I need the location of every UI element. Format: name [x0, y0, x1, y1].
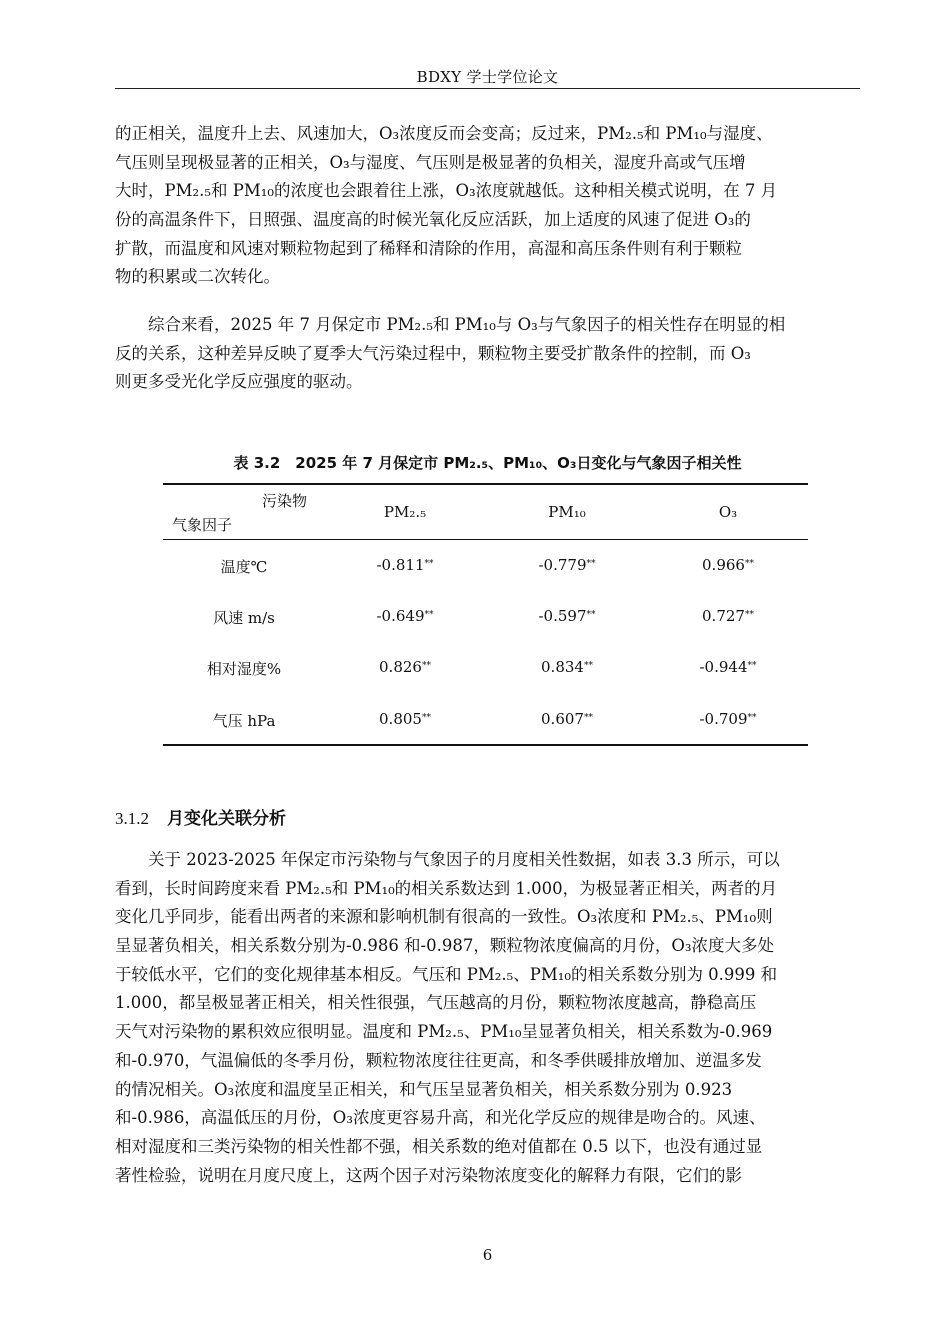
table-cell: [517, 710, 617, 728]
cell-value: 0.607: [541, 710, 584, 728]
table-corner-bottom: 气象因子: [172, 516, 233, 534]
table-cell: [678, 556, 778, 574]
significance-mark: **: [424, 609, 434, 620]
table-bottom-rule: [163, 744, 808, 746]
significance-mark: **: [586, 609, 596, 620]
table-row-label: 相对湿度%: [206, 660, 282, 678]
text-line: 变化几乎同步，能看出两者的来源和影响机制有很高的一致性。O₃浓度和 PM₂.₅、PM₁₀则: [115, 907, 773, 927]
significance-mark: **: [586, 558, 596, 569]
significance-mark: **: [747, 660, 757, 671]
significance-mark: **: [747, 712, 757, 723]
text-line: 物的积累或二次转化。: [115, 267, 280, 287]
significance-mark: **: [424, 558, 434, 569]
cell-value: -0.779: [538, 556, 587, 574]
text-line: 气压则呈现极显著的正相关，O₃与湿度、气压则是极显著的负相关，湿度升高或气压增: [115, 152, 746, 172]
cell-value: -0.597: [538, 607, 587, 625]
text-line: 天气对污染物的累积效应很明显。温度和 PM₂.₅、PM₁₀呈显著负相关，相关系数为-0.969: [115, 1022, 773, 1042]
table-row-label: 气压 hPa: [212, 712, 276, 730]
table-top-rule: [163, 483, 808, 485]
significance-mark: **: [583, 712, 593, 723]
table-cell: [355, 710, 455, 728]
paragraph-monthly-analysis: [115, 846, 860, 1190]
table-cell: [678, 710, 778, 728]
table-cell: [355, 658, 455, 676]
section-title: 月变化关联分析: [167, 809, 286, 829]
cell-value: 0.805: [379, 710, 422, 728]
cell-value: 0.966: [702, 556, 745, 574]
cell-value: -0.709: [699, 710, 748, 728]
table-row-label: 温度℃: [220, 558, 268, 576]
text-line: 份的高温条件下，日照强、温度高的时候光氧化反应活跃，加上适度的风速了促进 O₃的: [115, 210, 751, 230]
cell-value: -0.944: [699, 658, 748, 676]
table-caption: 表 3.2 2025 年 7 月保定市 PM₂.₅、PM₁₀、O₃日变化与气象因子相关性: [233, 454, 742, 472]
running-header: BDXY 学士学位论文: [416, 68, 559, 86]
text-line: 看到，长时间跨度来看 PM₂.₅和 PM₁₀的相关系数达到 1.000，为极显著正相关，两者的月: [115, 878, 778, 898]
table-cell: [517, 607, 617, 625]
text-line: 相对湿度和三类污染物的相关性都不强，相关系数的绝对值都在 0.5 以下，也没有通过显: [115, 1136, 763, 1156]
text-line: 1.000，都呈极显著正相关，相关性很强，气压越高的月份，颗粒物浓度越高，静稳高压: [115, 993, 757, 1013]
text-line: 呈显著负相关，相关系数分别为-0.986 和-0.987，颗粒物浓度偏高的月份，O₃浓度大多处: [115, 936, 775, 956]
significance-mark: **: [744, 558, 754, 569]
cell-value: 0.834: [541, 658, 584, 676]
text-line: 的正相关，温度升上去、风速加大，O₃浓度反而会变高；反过来，PM₂.₅和 PM₁₀与湿度、: [115, 124, 773, 143]
significance-mark: **: [583, 660, 593, 671]
table-cell: [678, 607, 778, 625]
significance-mark: **: [421, 712, 431, 723]
text-line: 著性检验，说明在月度尺度上，这两个因子对污染物浓度变化的解释力有限，它们的影: [115, 1165, 742, 1185]
table-col-header: PM₂.₅: [383, 503, 427, 521]
table-corner-top: 污染物: [262, 492, 308, 510]
significance-mark: **: [744, 609, 754, 620]
cell-value: -0.811: [376, 556, 425, 574]
text-line: 关于 2023-2025 年保定市污染物与气象因子的月度相关性数据，如表 3.3 所示，可以: [115, 850, 780, 869]
table-cell: [517, 556, 617, 574]
table-cell: [355, 556, 455, 574]
table-row-label: 风速 m/s: [213, 609, 275, 627]
cell-value: 0.826: [379, 658, 422, 676]
text-line: 的情况相关。O₃浓度和温度呈正相关，和气压呈显著负相关，相关系数分别为 0.923: [115, 1079, 733, 1099]
paragraph-correlation-summary: [115, 120, 860, 292]
text-line: 和-0.986，高温低压的月份，O₃浓度更容易升高，和光化学反应的规律是吻合的。风速、: [115, 1108, 766, 1128]
section-heading: [115, 804, 286, 829]
page-number: 6: [482, 1246, 493, 1264]
paragraph-overall-conclusion: [115, 311, 860, 397]
text-line: 和-0.970，气温偏低的冬季月份，颗粒物浓度往往更高，和冬季供暖排放增加、逆温多发: [115, 1050, 762, 1070]
section-number: 3.1.2: [115, 809, 149, 828]
table-col-header: O₃: [718, 503, 738, 521]
text-line: 反的关系，这种差异反映了夏季大气污染过程中，颗粒物主要受扩散条件的控制，而 O₃: [115, 343, 751, 363]
table-cell: [517, 658, 617, 676]
table-cell: [678, 658, 778, 676]
table-header-rule: [163, 539, 808, 540]
text-line: 综合来看，2025 年 7 月保定市 PM₂.₅和 PM₁₀与 O₃与气象因子的相关性存在明显的相: [115, 315, 786, 334]
text-line: 扩散，而温度和风速对颗粒物起到了稀释和清除的作用，高湿和高压条件则有利于颗粒: [115, 238, 742, 258]
significance-mark: **: [421, 660, 431, 671]
header-rule: [115, 88, 860, 89]
table-cell: [355, 607, 455, 625]
cell-value: -0.649: [376, 607, 425, 625]
text-line: 于较低水平，它们的变化规律基本相反。气压和 PM₂.₅、PM₁₀的相关系数分别为 0.999 和: [115, 964, 778, 984]
table-col-header: PM₁₀: [548, 503, 586, 521]
text-line: 大时，PM₂.₅和 PM₁₀的浓度也会跟着往上涨，O₃浓度就越低。这种相关模式说明，在 7 月: [115, 181, 778, 201]
text-line: 则更多受光化学反应强度的驱动。: [115, 372, 363, 392]
cell-value: 0.727: [702, 607, 745, 625]
